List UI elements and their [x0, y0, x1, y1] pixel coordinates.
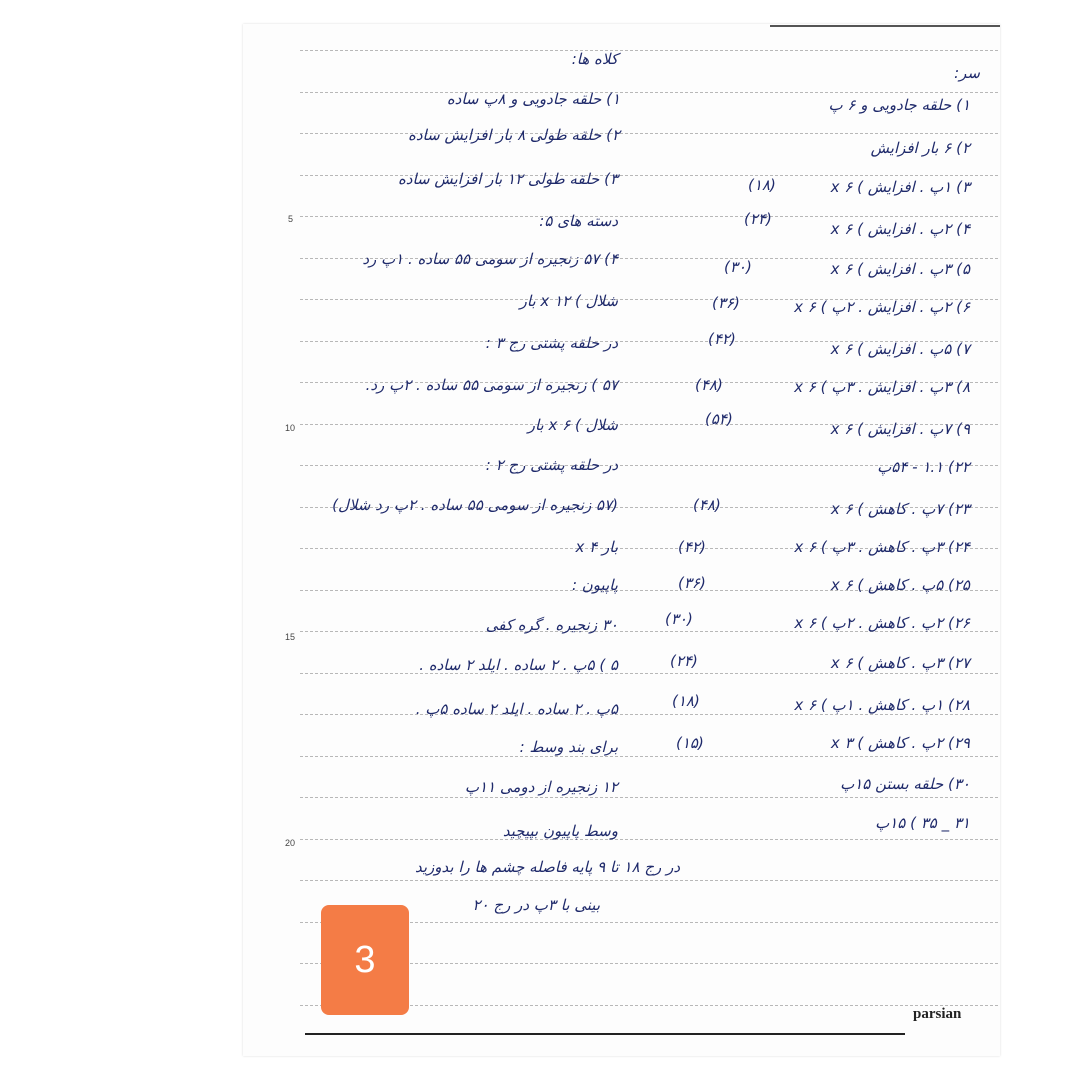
head-row-31-35: ۳۱ _ ۳۵ ) ۱۵پ: [875, 814, 970, 832]
head-row-25: ۲۵) ۵پ . کاهش ) ۶ x: [830, 576, 970, 594]
count-row-23: (۴۸): [693, 496, 721, 514]
head-row-28: ۲۸) ۱پ . کاهش . ۱پ ) ۶ x: [794, 696, 970, 714]
line-number-15: 15: [285, 632, 296, 642]
count-row-28: (۱۸): [672, 692, 700, 710]
count-row-25: (۳۶): [678, 574, 706, 592]
header-hat: کلاه ها:: [571, 50, 618, 68]
page-number-badge: 3: [321, 905, 409, 1015]
count-row-27: (۲۴): [670, 652, 698, 670]
hat-row-4-repeat: شلال ) x ۱۲ بار: [519, 292, 618, 310]
head-row-5: ۵) ۳پ . افزایش ) ۶ x: [830, 260, 970, 278]
footer-rule: [305, 1033, 905, 1035]
line-number-20: 20: [285, 838, 296, 848]
head-row-3: ۳) ۱پ . افزایش ) ۶ x: [830, 178, 970, 196]
page-top-edge: [770, 25, 1000, 27]
ruled-line: [300, 133, 998, 134]
ruled-line: [300, 673, 998, 674]
hat-row-4: ۴) ۵۷ زنجیره از سومی ۵۵ ساده . ۱پ رد: [362, 250, 618, 268]
head-row-2: ۲) ۶ بار افزایش: [870, 139, 970, 157]
ruled-line: [300, 880, 998, 881]
ruled-line: [300, 797, 998, 798]
ruled-line: [300, 756, 998, 757]
header-head: سر:: [954, 64, 980, 82]
bow-row-5: وسط پاپیون بپیچید: [502, 822, 618, 840]
hat-row-6: (۵۷ زنجیره از سومی ۵۵ ساده . ۲پ رد شلال): [332, 496, 618, 514]
head-row-26: ۲۶) ۲پ . کاهش . ۲پ ) ۶ x: [794, 614, 970, 632]
hat-row-1: ۱) حلقه جادویی و ۸پ ساده: [446, 90, 620, 108]
note-nose: بینی با ۳پ در رج ۲۰: [472, 896, 600, 914]
count-row-4: (۲۴): [744, 210, 772, 228]
line-number-10: 10: [285, 423, 296, 433]
head-row-7: ۷) ۵پ . افزایش ) ۶ x: [830, 340, 970, 358]
head-row-9: ۹) ۷پ . افزایش ) ۶ x: [830, 420, 970, 438]
head-row-24: ۲۴) ۳پ . کاهش . ۳پ ) ۶ x: [794, 538, 970, 556]
head-row-23: ۲۳) ۷پ . کاهش ) ۶ x: [830, 500, 970, 518]
count-row-6: (۳۶): [712, 294, 740, 312]
hat-row-5: ۵۷ ) زنجیره از سومی ۵۵ ساده . ۲پ رد.: [365, 376, 618, 394]
note-eyes: در رج ۱۸ تا ۹ پایه فاصله چشم ها را بدوزید: [414, 858, 680, 876]
ruled-line: [300, 714, 998, 715]
count-row-8: (۴۸): [695, 376, 723, 394]
hat-row-2: ۲) حلقه طولی ۸ بار افزایش ساده: [408, 126, 620, 144]
head-row-30: ۳۰) حلقه بستن ۱۵پ: [840, 775, 970, 793]
bow-row-3: ۵پ . ۲ ساده . ایلد ۲ ساده ۵پ .: [415, 700, 618, 718]
head-row-29: ۲۹) ۲پ . کاهش ) ۳ x: [830, 734, 970, 752]
count-row-7: (۴۲): [708, 330, 736, 348]
head-row-6: ۶) ۲پ . افزایش . ۲پ ) ۶ x: [794, 298, 970, 316]
head-row-4: ۴) ۲پ . افزایش ) ۶ x: [830, 220, 970, 238]
bow-label-center: برای بند وسط :: [519, 738, 618, 756]
ruled-line: [300, 50, 998, 51]
hat-label-back-loop-2: در حلقه پشتی رج ۲ :: [485, 456, 618, 474]
ruled-line: [300, 92, 998, 93]
hat-label-back-loop-3: در حلقه پشتی رج ۳ :: [485, 334, 618, 352]
hat-row-3: ۳) حلقه طولی ۱۲ بار افزایش ساده: [397, 170, 618, 188]
bow-row-1: ۳۰ زنجیره . گره کفی: [485, 616, 618, 634]
hat-row-5-repeat: شلال ) x ۶ بار: [527, 416, 618, 434]
count-row-26: (۳۰): [665, 610, 693, 628]
ruled-line: [300, 839, 998, 840]
brand-label: parsian: [913, 1006, 962, 1022]
head-row-22: ۲۲) ۱.۱ - ۵۴پ: [877, 458, 970, 476]
hat-label-handles: دسته های ۵:: [539, 212, 618, 230]
count-row-29: (۱۵): [676, 734, 704, 752]
line-number-5: 5: [288, 214, 294, 224]
ruled-line: [300, 216, 998, 217]
head-row-27: ۲۷) ۳پ . کاهش ) ۶ x: [830, 654, 970, 672]
hat-row-6-repeat: x ۴ بار: [575, 538, 618, 556]
head-row-1: ۱) حلقه جادویی و ۶ پ: [828, 96, 970, 114]
count-row-3: (۱۸): [748, 176, 776, 194]
bow-row-2: ۵ ) ۵پ . ۲ ساده . ایلد ۲ ساده .: [419, 656, 618, 674]
hat-label-bow: پاپیون :: [571, 576, 618, 594]
count-row-9: (۵۴): [705, 410, 733, 428]
count-row-5: (۳۰): [724, 258, 752, 276]
count-row-24: (۴۲): [678, 538, 706, 556]
head-row-8: ۸) ۳پ . افزایش . ۳پ ) ۶ x: [794, 378, 970, 396]
bow-row-4: ۱۲ زنجیره از دومی ۱۱پ: [464, 778, 618, 796]
